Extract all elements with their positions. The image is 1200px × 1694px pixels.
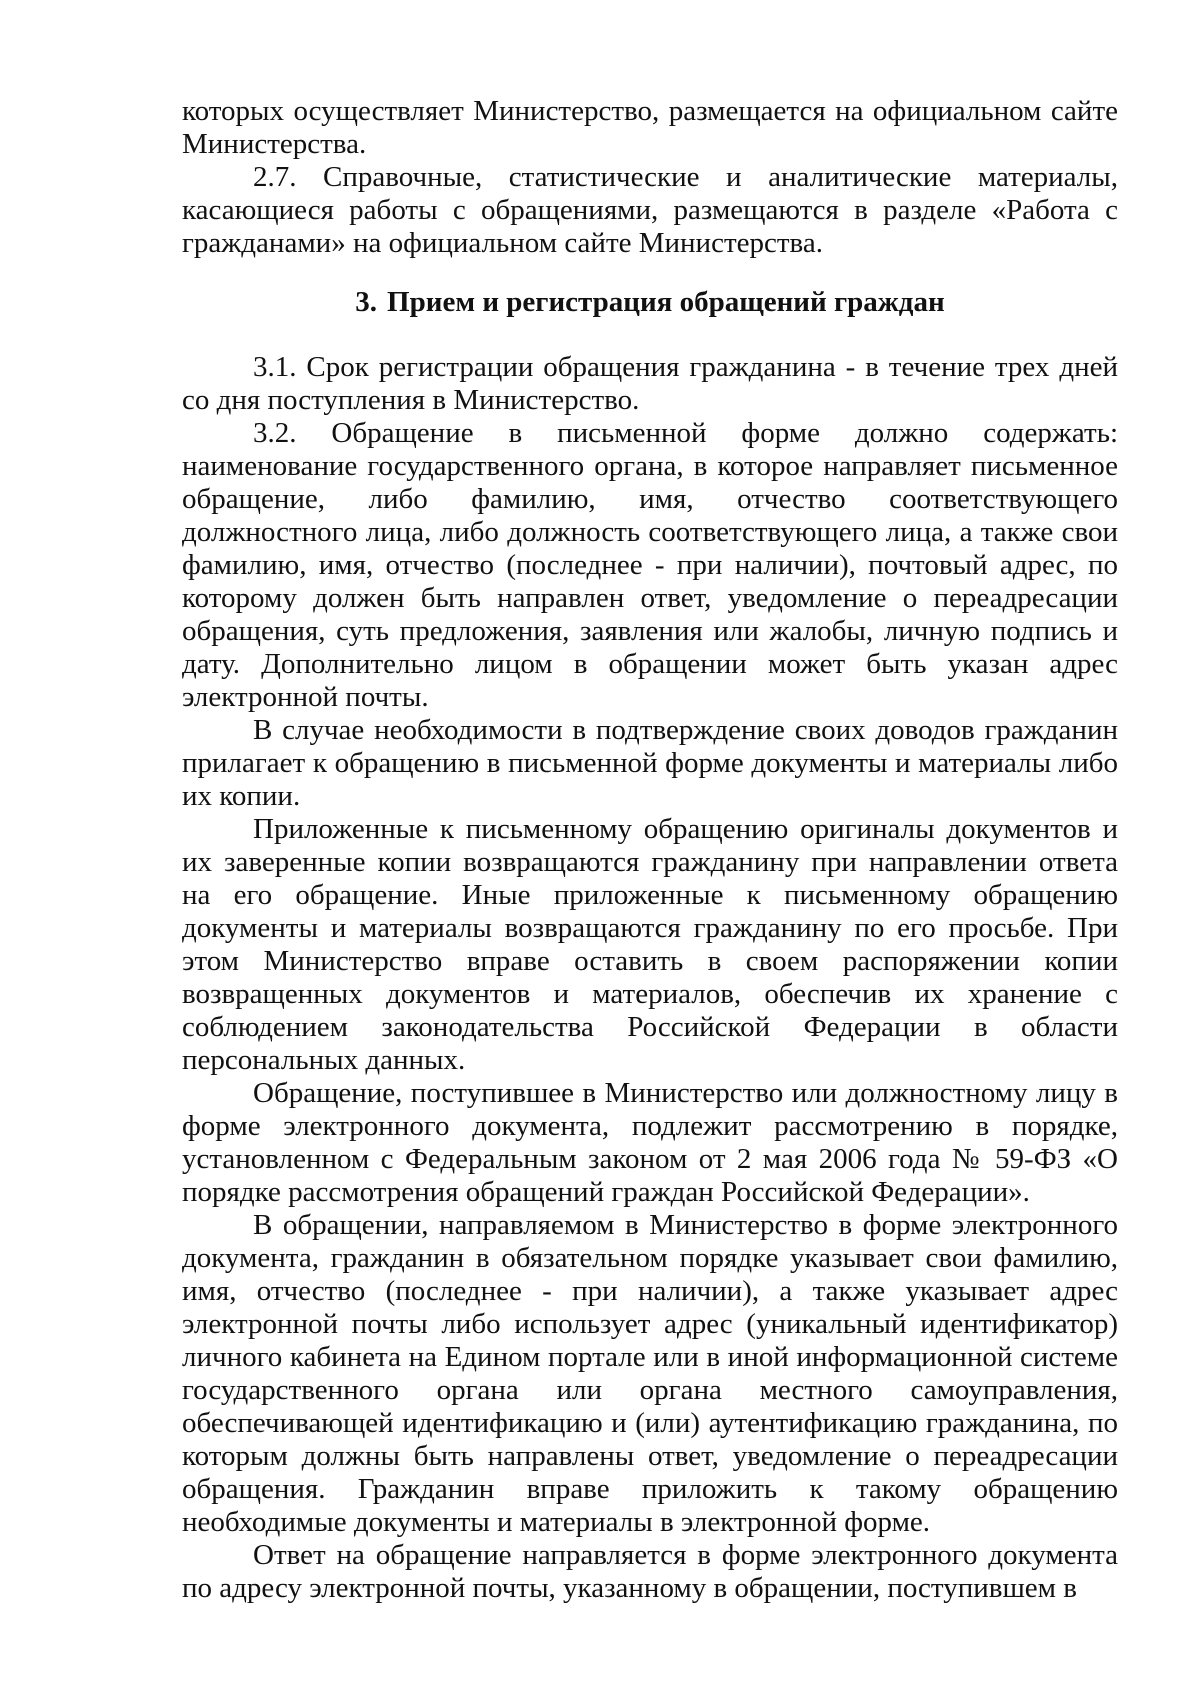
section-3-heading	[182, 286, 1118, 319]
paragraph-electronic-answer: Ответ на обращение направляется в форме электронного документа по адресу электронной почты, указанному в обращении, поступившем в	[182, 1539, 1118, 1604]
paragraph-electronic-appeal: Обращение, поступившее в Министерство или должностному лицу в форме электронного документа, подлежит рассмотрению в порядке, установленном с Федеральным законом от 2 мая 2006 года № 59-ФЗ «О порядке рассмотрения обращений граждан Российской Федерации».	[182, 1077, 1118, 1208]
document-page	[182, 95, 1118, 1605]
paragraph-3-2: 3.2. Обращение в письменной форме должно содержать: наименование государственного органа, в которое направляет письменное обращение, либо фамилию, имя, отчество соответствующего должностного лица, либо должность соответствующего лица, а также свои фамилию, имя, отчество (последнее - при наличии), почтовый адрес, по которому должен быть направлен ответ, уведомление о переадресации обращения, суть предложения, заявления или жалобы, личную подпись и дату. Дополнительно лицом в обращении может быть указан адрес электронной почты.	[182, 417, 1118, 713]
paragraph-attachments: В случае необходимости в подтверждение своих доводов гражданин прилагает к обращению в письменной форме документы и материалы либо их копии.	[182, 714, 1118, 812]
paragraph-originals-returned: Приложенные к письменному обращению оригиналы документов и их заверенные копии возвращаются гражданину при направлении ответа на его обращение. Иные приложенные к письменному обращению документы и материалы возвращаются гражданину по его просьбе. При этом Министерство вправе оставить в своем распоряжении копии возвращенных документов и материалов, обеспечив их хранение с соблюдением законодательства Российской Федерации в области персональных данных.	[182, 813, 1118, 1076]
intro-paragraph: которых осуществляет Министерство, размещается на официальном сайте Министерства.	[182, 95, 1118, 160]
section-3-title: Прием и регистрация обращений граждан	[387, 286, 945, 318]
paragraph-3-1: 3.1. Срок регистрации обращения гражданина - в течение трех дней со дня поступления в Министерство.	[182, 351, 1118, 416]
paragraph-2-7: 2.7. Справочные, статистические и аналитические материалы, касающиеся работы с обращениями, размещаются в разделе «Работа с гражданами» на официальном сайте Министерства.	[182, 161, 1118, 259]
paragraph-electronic-requirements: В обращении, направляемом в Министерство в форме электронного документа, гражданин в обязательном порядке указывает свои фамилию, имя, отчество (последнее - при наличии), а также указывает адрес электронной почты либо использует адрес (уникальный идентификатор) личного кабинета на Едином портале или в иной информационной системе государственного органа или органа местного самоуправления, обеспечивающей идентификацию и (или) аутентификацию гражданина, по которым должны быть направлены ответ, уведомление о переадресации обращения. Гражданин вправе приложить к такому обращению необходимые документы и материалы в электронной форме.	[182, 1209, 1118, 1538]
section-3-number: 3.	[355, 286, 378, 318]
